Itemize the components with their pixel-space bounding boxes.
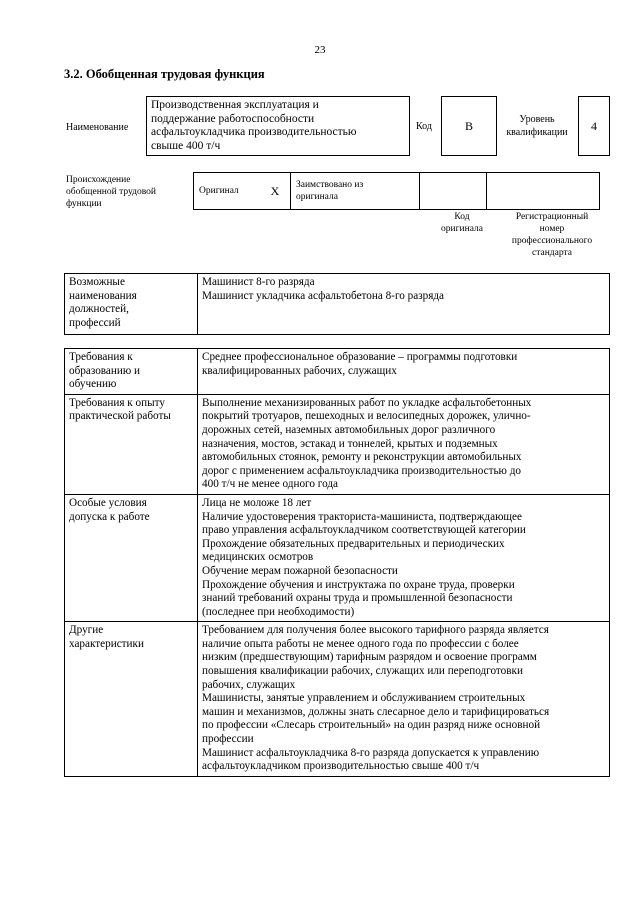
original-code-cell — [420, 173, 487, 210]
origin-label: Происхождение обобщенной трудовой функции — [66, 175, 156, 209]
experience-label: Требования к опыту практической работы — [65, 394, 198, 494]
table-row — [65, 394, 610, 494]
function-name-line: свыше 400 т/ч — [151, 139, 221, 152]
other-characteristics-label: Другие характеристики — [65, 622, 198, 777]
table-row — [65, 349, 610, 395]
table-row — [65, 622, 610, 777]
origin-table — [193, 172, 600, 210]
level-value: 4 — [578, 96, 610, 156]
function-name-line: поддержание работоспособности — [151, 112, 315, 125]
function-name-line: асфальтоукладчика производительностью — [151, 126, 357, 138]
name-label: Наименование — [66, 122, 129, 133]
section-title: 3.2. Обобщенная трудовая функция — [64, 67, 265, 81]
positions-label: Возможные наименования должностей, профессий — [65, 274, 198, 335]
special-conditions-label: Особые условия допуска к работе — [65, 494, 198, 621]
level-label: Уровень квалификации — [506, 114, 568, 138]
original-mark: Х — [260, 173, 291, 210]
caption-original-code: Код оригинала — [441, 212, 483, 234]
page-number: 23 — [314, 44, 326, 56]
education-label: Требования к образованию и обучению — [65, 349, 198, 395]
function-name-box — [146, 96, 410, 156]
table-row — [65, 494, 610, 621]
other-characteristics-value: Требованием для получения более высокого тарифного разряда является наличие опыта работы не менее одного года по профессии с более низким (предшествующим) тарифным разрядом и освоение программ повышения квалификации рабочих, служащих или переподготовки рабочих, служащих Машинисты, занятые управлением и обслуживанием строительных машин и механизмов, должны знать слесарное дело и тарифицироваться по профессии «Слесарь строительный» на один разряд ниже основной профессии Машинист асфальтоукладчика 8-го разряда допускается к управлению асфальтоукладчиком производительностью свыше 400 т/ч — [198, 622, 610, 777]
positions-table — [64, 273, 610, 335]
code-value: В — [441, 96, 497, 156]
code-label: Код — [416, 121, 432, 132]
education-value: Среднее профессиональное образование – программы подготовки квалифицированных рабочих, служащих — [198, 349, 610, 395]
caption-registration-number: Регистрационный номер профессионального стандарта — [511, 212, 593, 258]
special-conditions-value: Лица не моложе 18 лет Наличие удостоверения тракториста-машиниста, подтверждающее право управления асфальтоукладчиком соответствующей категории Прохождение обязательных предварительных и периодических медицинских осмотров Обучение мерам пожарной безопасности Прохождение обучения и инструктажа по охране труда, проверки знаний требований охраны труда и промышленной безопасности (последнее при необходимости) — [198, 494, 610, 621]
function-name-line: Производственная эксплуатация и — [151, 99, 319, 111]
positions-values: Машинист 8-го разряда Машинист укладчика асфальтобетона 8-го разряда — [198, 274, 610, 335]
original-label: Оригинал — [194, 173, 261, 210]
registration-number-cell — [487, 173, 600, 210]
borrowed-label: Заимствовано из оригинала — [291, 173, 420, 210]
experience-value: Выполнение механизированных работ по укладке асфальтобетонных покрытий тротуаров, пешеходных и велосипедных дорожек, улично- дорожных сетей, наземных автомобильных дорог различного назначения, мостов, эстакад и тоннелей, крытых и подземных автомобильных стоянок, ремонту и реконструкции автомобильных дорог с применением асфальтоукладчика производительностью до 400 т/ч не менее одного года — [198, 394, 610, 494]
requirements-table — [64, 348, 610, 777]
table-row — [65, 274, 610, 335]
